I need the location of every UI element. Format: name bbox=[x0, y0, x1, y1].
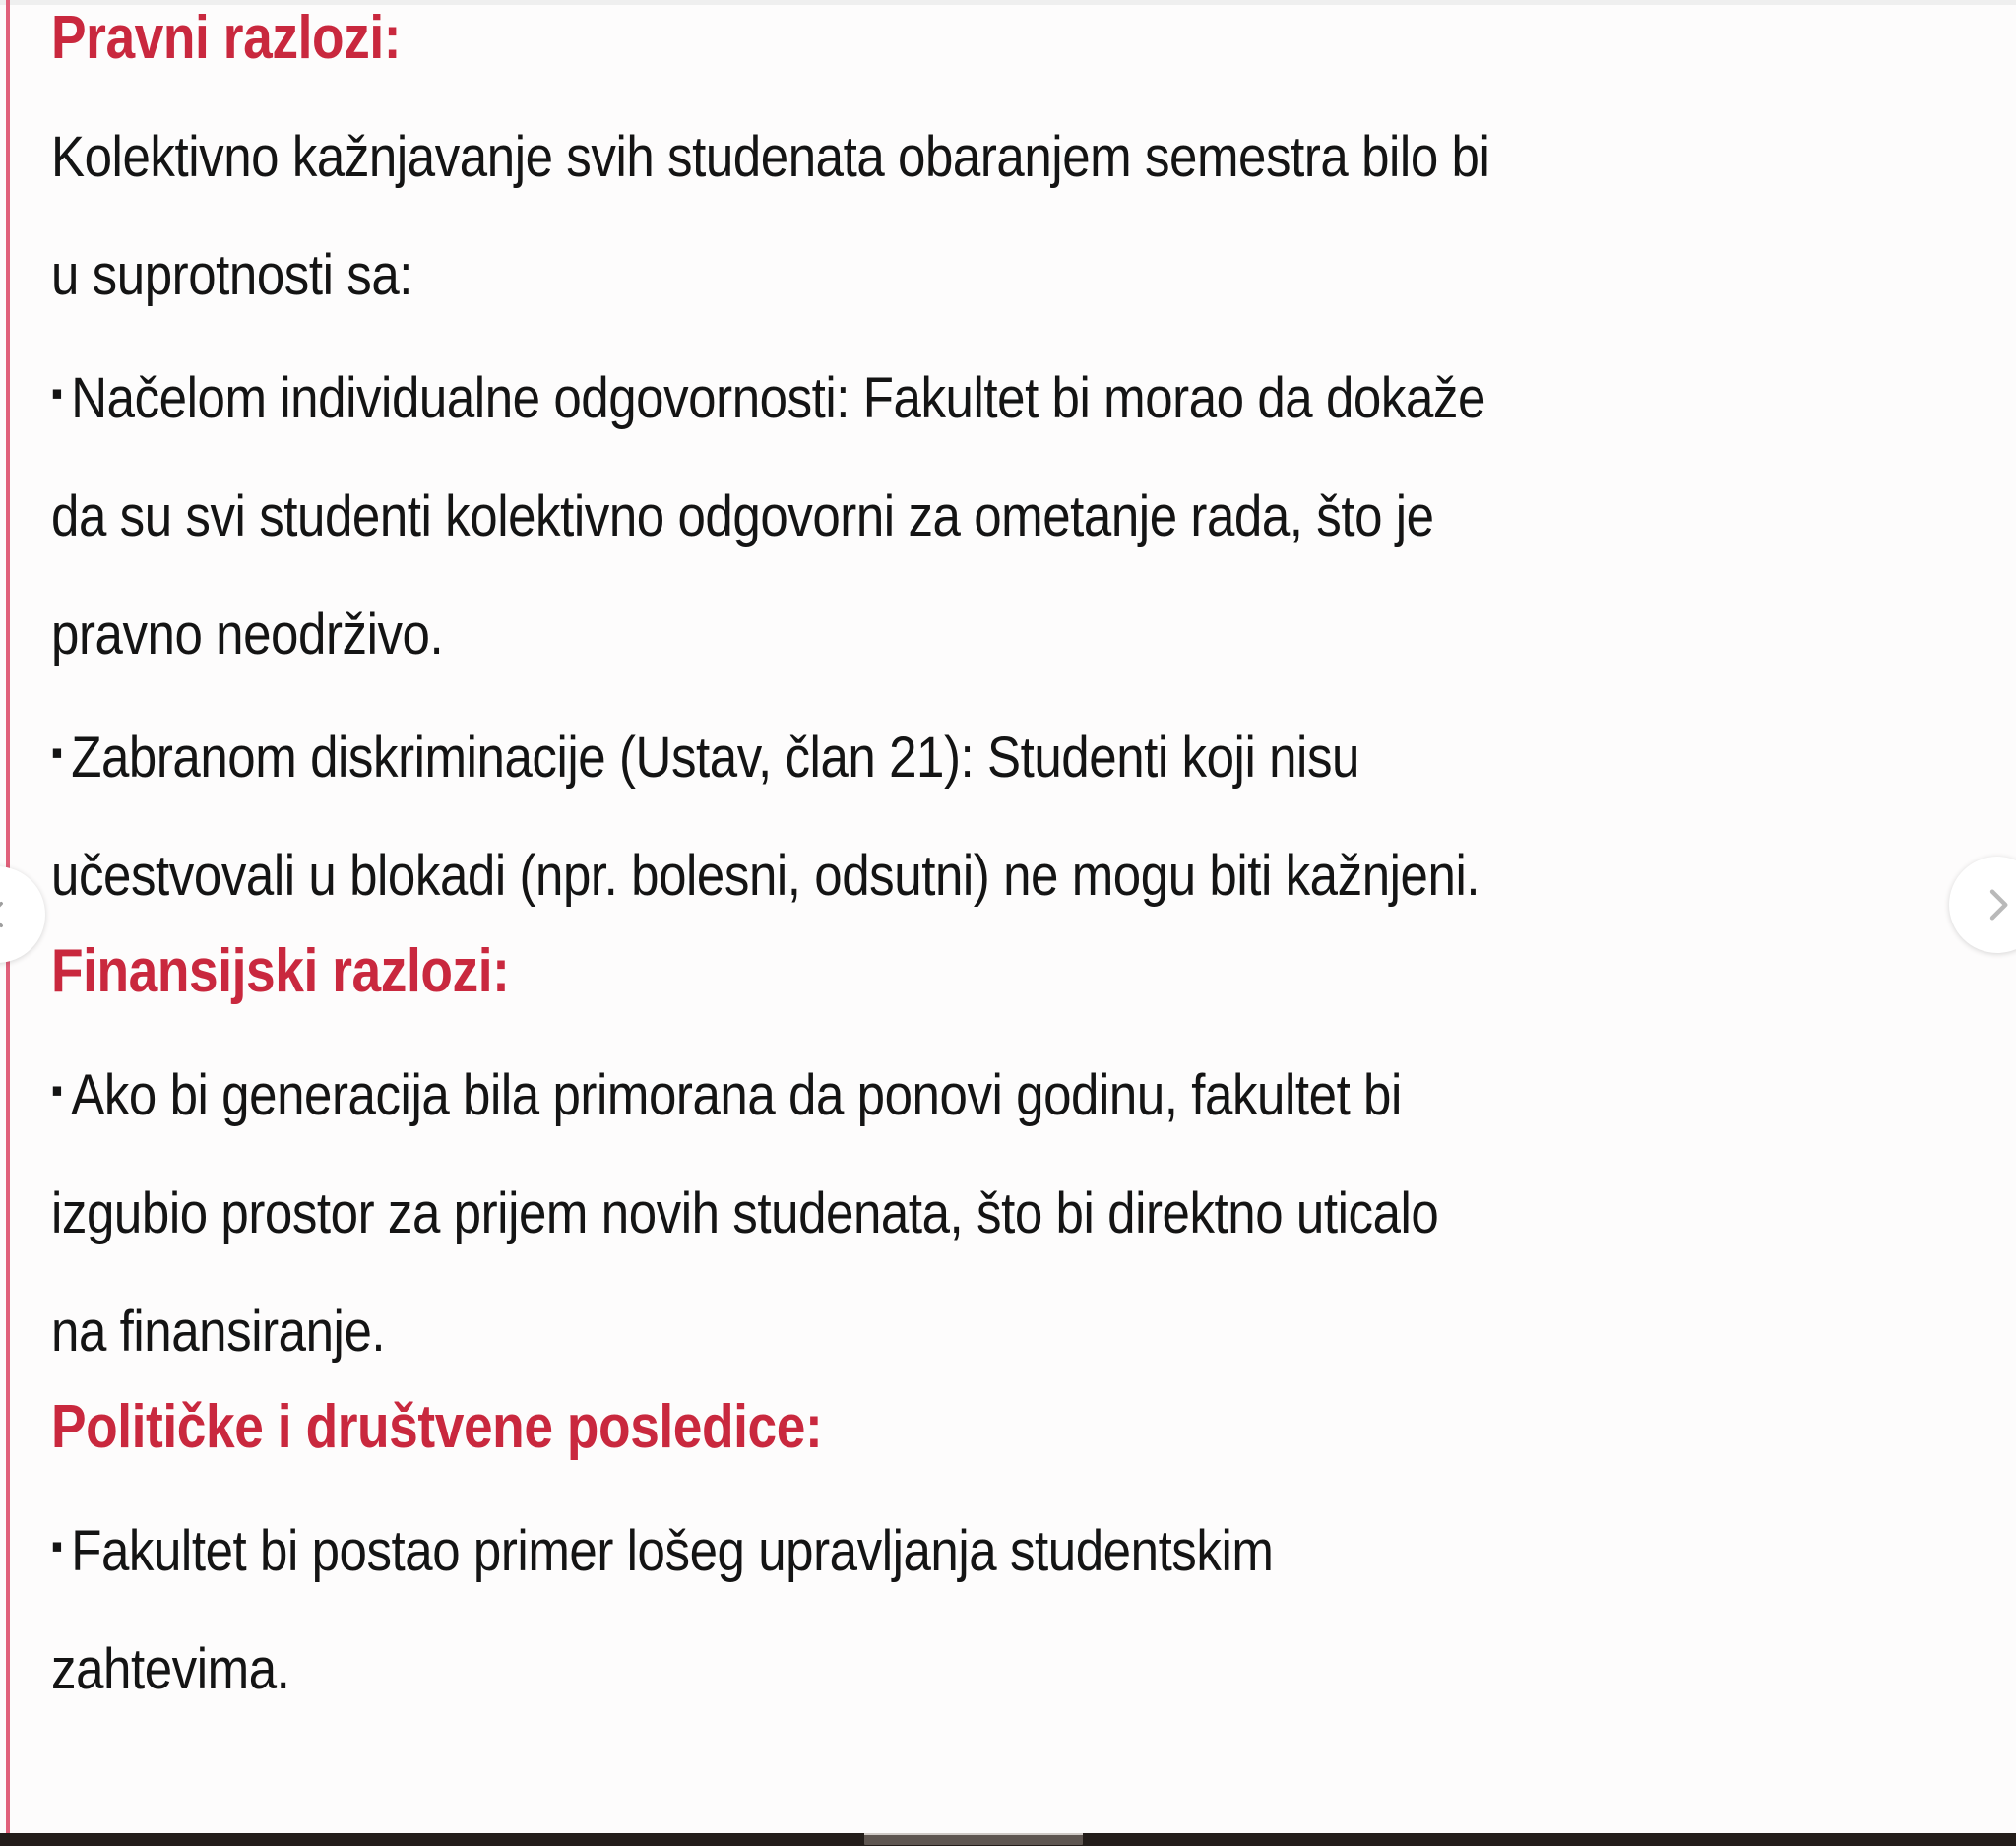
body-line: Kolektivno kažnjavanje svih studenata obaranjem semestra bilo bi bbox=[51, 125, 1490, 189]
chevron-right-icon bbox=[1978, 885, 2016, 924]
spacer bbox=[51, 1464, 1981, 1488]
body-line: da su svi studenti kolektivno odgovorni za ometanje rada, što je bbox=[51, 484, 1434, 548]
bullet-marker-icon: ▪ bbox=[51, 373, 63, 414]
horizontal-scrollbar-track[interactable] bbox=[0, 1833, 2016, 1846]
body-line: učestvovali u blokadi (npr. bolesni, odsutni) ne mogu biti kažnjeni. bbox=[51, 844, 1480, 908]
carousel-prev-button[interactable] bbox=[0, 866, 45, 963]
bullet-marker-icon: ▪ bbox=[51, 732, 63, 774]
bullet-line bbox=[51, 1032, 1749, 1155]
bullet-marker-icon: ▪ bbox=[51, 1526, 63, 1567]
bullet-marker-icon: ▪ bbox=[51, 1070, 63, 1112]
bullet-line-text: Zabranom diskriminacije (Ustav, član 21): Studenti koji nisu bbox=[71, 726, 1359, 790]
bullet-line bbox=[51, 694, 1749, 817]
section-heading-politicke-posledice: Političke i društvene posledice: bbox=[51, 1393, 823, 1461]
body-line: pravno neodrživo. bbox=[51, 603, 444, 667]
bullet-line bbox=[51, 335, 1749, 458]
section-heading-pravni-razlozi: Pravni razlozi: bbox=[51, 4, 402, 72]
bullet-line bbox=[51, 1488, 1749, 1611]
horizontal-scrollbar-thumb-highlight bbox=[864, 1833, 1083, 1835]
body-line: zahtevima. bbox=[51, 1637, 290, 1701]
bullet-line-text: Ako bi generacija bila primorana da ponovi godinu, fakultet bi bbox=[71, 1063, 1402, 1127]
section-heading-finansijski-razlozi: Finansijski razlozi: bbox=[51, 937, 510, 1005]
spacer bbox=[51, 1008, 1981, 1032]
chevron-left-icon bbox=[0, 898, 14, 931]
body-line: izgubio prostor za prijem novih studenata, što bi direktno uticalo bbox=[51, 1181, 1439, 1245]
bullet-line-text: Načelom individualne odgovornosti: Fakultet bi morao da dokaže bbox=[71, 366, 1485, 430]
horizontal-scrollbar-thumb[interactable] bbox=[864, 1834, 1083, 1845]
bullet-line-text: Fakultet bi postao primer lošeg upravljanja studentskim bbox=[71, 1519, 1274, 1583]
spacer bbox=[51, 75, 1981, 98]
slide-text-content bbox=[51, 0, 1981, 1812]
body-line: u suprotnosti sa: bbox=[51, 243, 413, 307]
body-line: na finansiranje. bbox=[51, 1300, 386, 1364]
